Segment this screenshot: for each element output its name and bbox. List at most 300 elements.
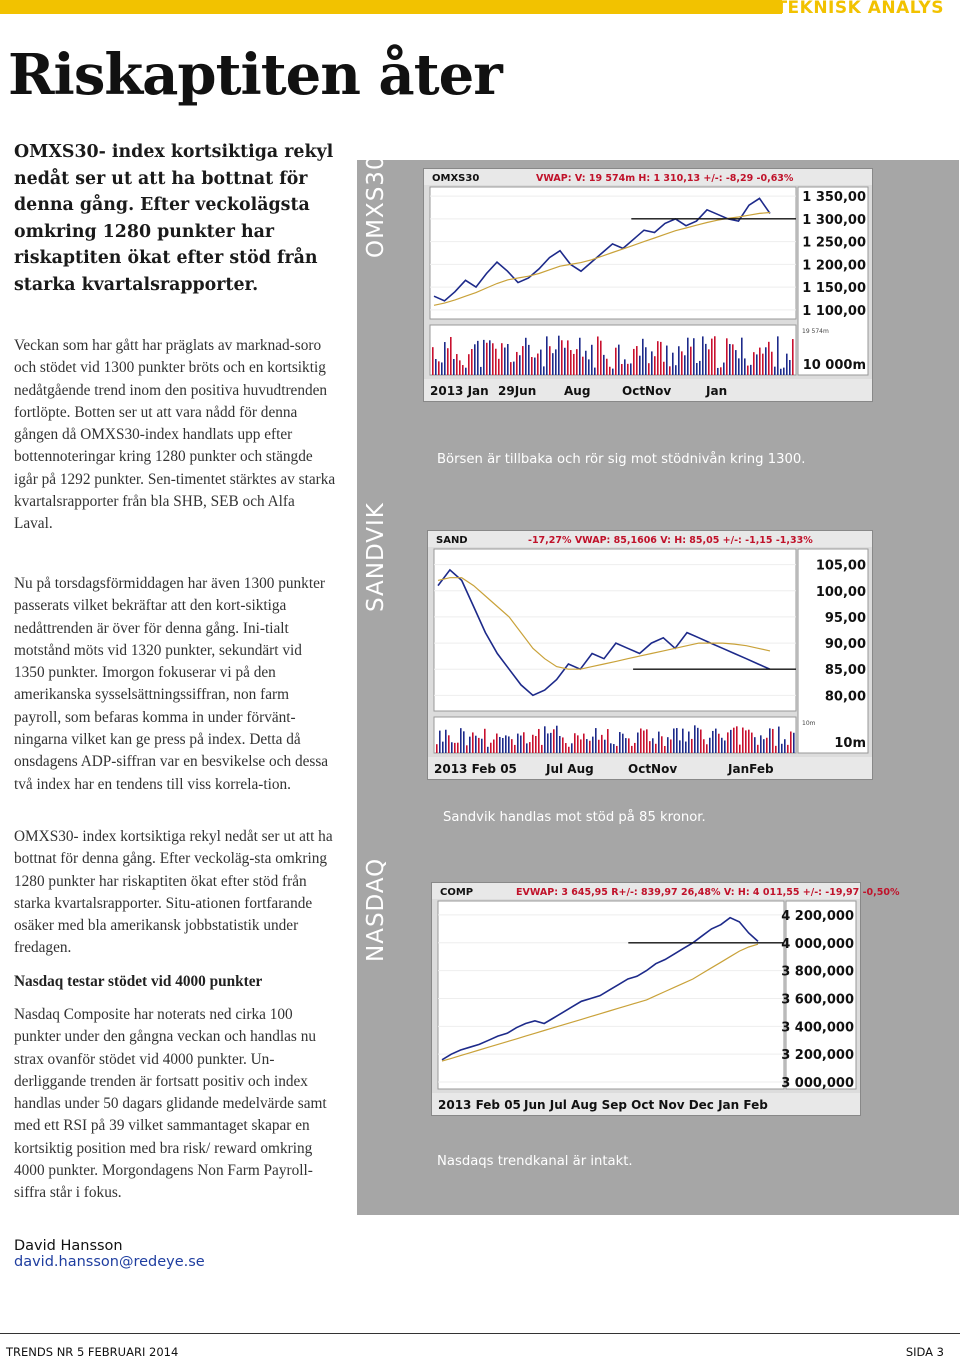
volume-bar xyxy=(445,730,447,753)
volume-bar xyxy=(703,739,705,753)
volume-bar xyxy=(580,739,582,753)
volume-bar xyxy=(756,354,758,375)
volume-bar xyxy=(480,367,482,375)
volume-bar xyxy=(738,358,740,375)
volume-bar xyxy=(528,345,530,375)
volume-bar xyxy=(763,739,765,753)
volume-bar xyxy=(498,359,500,375)
volume-bar xyxy=(607,729,609,753)
paragraph-2: Nu på torsdagsförmiddagen har även 1300 punkter passerats vilket bekräftar att den kort-siktiga nedåttrenden är över för denna gång. Ini-tialt motstånd möts vid 1320 punkter, sekundärt vid 1350 punkter. Imorgon fokuserar vi på den amerikanska sysselsättningssiffran, non farm payroll, som befaras komma in under förvänt-ningarna vilket kan ge press på index. Detta då onsdagens ADP-siffran var en besvikelse och dessa två index har en tendens till viss korrela-tion. xyxy=(14,575,329,793)
volume-bar xyxy=(559,736,561,753)
volume-bar xyxy=(658,732,660,753)
chart-svg-0 xyxy=(424,169,872,401)
y-tick-label: 3 200,000 xyxy=(781,1048,854,1064)
volume-bar xyxy=(585,351,587,375)
volume-bar xyxy=(705,344,707,375)
volume-bar xyxy=(553,729,555,753)
volume-bar xyxy=(639,356,641,375)
volume-bar xyxy=(484,729,486,753)
price-plot-area xyxy=(438,901,784,1089)
y-tick-label: 1 250,00 xyxy=(802,235,866,251)
volume-bar xyxy=(543,366,545,375)
chart-svg-2 xyxy=(432,883,900,1115)
volume-bar xyxy=(471,349,473,375)
volume-bar xyxy=(699,361,701,375)
volume-bar xyxy=(684,355,686,375)
volume-bar xyxy=(702,336,704,375)
volume-bar xyxy=(505,735,507,753)
top-bar xyxy=(0,0,960,20)
volume-bar xyxy=(601,735,603,753)
volume-bar xyxy=(592,737,594,753)
volume-bar xyxy=(685,742,687,753)
chart-symbol: OMXS30 xyxy=(432,173,480,184)
volume-bar xyxy=(678,346,680,375)
volume-bar xyxy=(706,744,708,753)
volume-bar xyxy=(567,340,569,375)
chart-header-stats: -17,27% VWAP: 85,1606 V: H: 85,05 +/-: -1,15 -1,33% xyxy=(528,535,813,546)
volume-bar xyxy=(589,741,591,753)
volume-bar xyxy=(547,733,549,753)
volume-bar xyxy=(708,349,710,375)
volume-bar xyxy=(519,355,521,375)
volume-bar xyxy=(456,354,458,375)
volume-bar xyxy=(595,728,597,753)
y-tick-label: 1 100,00 xyxy=(802,303,866,319)
volume-bar xyxy=(552,353,554,375)
volume-bar xyxy=(642,339,644,375)
volume-bar xyxy=(636,346,638,375)
volume-bar xyxy=(570,350,572,375)
volume-bar xyxy=(459,360,461,375)
volume-bar xyxy=(633,349,635,375)
volume-bar xyxy=(774,367,776,375)
volume-bar xyxy=(640,728,642,753)
article-title: Riskaptiten åter xyxy=(8,42,502,108)
volume-bar xyxy=(660,342,662,375)
volume-bar xyxy=(616,746,618,753)
volume-bar xyxy=(709,738,711,753)
volume-bar xyxy=(510,362,512,375)
volume-bar xyxy=(472,732,474,753)
chart-svg-1 xyxy=(428,531,872,779)
volume-bar xyxy=(753,352,755,375)
volume-bar xyxy=(727,732,729,753)
caption-nasdaq: Nasdaqs trendkanal är intakt. xyxy=(437,1154,633,1169)
volume-bar xyxy=(613,744,615,753)
price-plot-area xyxy=(434,549,796,711)
chart-symbol: SAND xyxy=(436,535,468,546)
volume-bar xyxy=(654,356,656,375)
x-tick-label: OctNov xyxy=(622,384,672,398)
volume-bar xyxy=(435,359,437,375)
volume-small-label: 19 574m xyxy=(802,328,829,335)
volume-bar xyxy=(451,742,453,753)
volume-bar xyxy=(759,348,761,375)
accent-stripe xyxy=(0,0,782,14)
volume-bar xyxy=(522,346,524,375)
volume-bar xyxy=(768,342,770,375)
volume-bar xyxy=(612,369,614,375)
volume-bar xyxy=(645,347,647,375)
volume-bar xyxy=(679,740,681,753)
volume-bar xyxy=(442,742,444,753)
volume-bar xyxy=(478,738,480,753)
volume-bar xyxy=(523,732,525,753)
price-plot-area xyxy=(430,187,796,319)
volume-bar xyxy=(696,363,698,375)
volume-bar xyxy=(610,743,612,753)
volume-bar xyxy=(741,338,743,375)
volume-bar xyxy=(619,732,621,753)
volume-bar xyxy=(681,351,683,375)
volume-bar xyxy=(621,364,623,375)
volume-bar xyxy=(676,728,678,753)
x-tick-label: 2013 Feb 05 xyxy=(434,762,517,776)
volume-bar xyxy=(541,745,543,753)
volume-bar xyxy=(751,733,753,753)
volume-bar xyxy=(487,747,489,753)
volume-bar xyxy=(531,357,533,375)
volume-bar xyxy=(630,363,632,375)
volume-bar xyxy=(546,336,548,375)
volume-bar xyxy=(436,744,438,753)
volume-bar xyxy=(693,338,695,375)
caption-omxs30: Börsen är tillbaka och rör sig mot stödnivån kring 1300. xyxy=(437,452,806,467)
volume-bar xyxy=(537,354,539,375)
volume-bar xyxy=(457,743,459,753)
chart-label-nasdaq: NASDAQ xyxy=(363,857,389,962)
volume-bar xyxy=(729,344,731,375)
paragraph-3: OMXS30- index kortsiktiga rekyl nedåt ser ut att ha bottnat för denna gång. Efter veckoläg-sta omkring 1280 punkter har riskaptiten ökat efter stöd från starka kvartalsrapporter. Situ-ationen fortfarande osäker med bla amerikansk jobbstatistik under fredagen. xyxy=(14,828,333,957)
volume-bar xyxy=(754,737,756,753)
volume-bar xyxy=(556,726,558,753)
volume-bar xyxy=(766,738,768,753)
volume-bar xyxy=(648,363,650,375)
volume-bar xyxy=(652,738,654,753)
volume-bar xyxy=(474,344,476,375)
volume-bar xyxy=(673,728,675,753)
volume-bar xyxy=(606,359,608,375)
volume-bar xyxy=(670,739,672,753)
volume-bar xyxy=(438,361,440,375)
y-tick-label: 4 000,000 xyxy=(781,936,854,952)
volume-bar xyxy=(604,740,606,753)
volume-bar xyxy=(516,352,518,375)
volume-bar xyxy=(711,339,713,375)
subheading: Nasdaq testar stödet vid 4000 punkter xyxy=(14,973,263,990)
volume-bar xyxy=(615,348,617,375)
volume-bar xyxy=(577,735,579,753)
volume-bar xyxy=(688,732,690,753)
chart-label-omxs30: OMXS30 xyxy=(363,154,389,258)
volume-bar xyxy=(469,737,471,753)
caption-sandvik: Sandvik handlas mot stöd på 85 kronor. xyxy=(443,810,706,825)
volume-bar xyxy=(618,345,620,375)
volume-bar xyxy=(646,729,648,753)
volume-bar xyxy=(501,343,503,375)
volume-bar xyxy=(447,348,449,375)
volume-bar xyxy=(772,729,774,753)
volume-bar xyxy=(439,731,441,753)
paragraph-4: Nasdaq Composite har noterats ned cirka 100 punkter under den gångna veckan och handlas nu strax ovanför stödet vid 4000 punkter. Un-derliggande trenden är fortsatt positiv och index handlas under 50 dagars glidande medelvärde samt med ett RSI på 39 vilket sammantaget skapar en kortsiktig position med bra risk/ reward omkring 4000 punkter. Morgondagens Non Farm Payroll-siffra står i fokus. xyxy=(14,1006,327,1202)
volume-bar xyxy=(747,366,749,375)
volume-bar xyxy=(775,746,777,753)
volume-bar xyxy=(576,349,578,375)
volume-bar xyxy=(496,734,498,753)
volume-bar xyxy=(628,738,630,753)
x-tick-label: Aug xyxy=(564,384,591,398)
chart-symbol: COMP xyxy=(440,887,474,898)
volume-bar xyxy=(513,362,515,375)
x-tick-label: 29Jun xyxy=(498,384,537,398)
volume-bar xyxy=(765,347,767,375)
volume-bar xyxy=(514,745,516,753)
y-tick-label: 80,00 xyxy=(824,689,866,705)
volume-bar xyxy=(550,733,552,753)
volume-bar xyxy=(468,354,470,375)
volume-bar xyxy=(525,338,527,375)
volume-bar xyxy=(571,743,573,753)
volume-bar xyxy=(477,341,479,375)
volume-bar xyxy=(643,731,645,753)
volume-bar xyxy=(466,745,468,753)
y-tick-label: 95,00 xyxy=(824,610,866,626)
volume-bar xyxy=(448,735,450,753)
volume-bar xyxy=(780,369,782,375)
volume-bar xyxy=(441,362,443,375)
author-email[interactable]: david.hansson@redeye.se xyxy=(14,1254,205,1270)
volume-bar xyxy=(778,727,780,753)
volume-bar xyxy=(502,738,504,753)
volume-bar xyxy=(666,346,668,375)
y-tick-label: 4 200,000 xyxy=(781,908,854,924)
volume-bar xyxy=(465,368,467,375)
volume-bar xyxy=(750,365,752,375)
footer-divider xyxy=(0,1333,960,1334)
volume-bar xyxy=(726,338,728,375)
volume-bar xyxy=(475,736,477,753)
volume-bar xyxy=(507,344,509,375)
article-lead: OMXS30- index kortsiktiga rekyl nedåt ser ut att ha bottnat för denna gång. Efter veckolägsta omkring 1280 punkter har riskaptiten ökat efter stöd från starka kvartalsrapporter. xyxy=(14,142,334,295)
y-tick-label: 3 800,000 xyxy=(781,964,854,980)
volume-bar xyxy=(718,734,720,753)
volume-bar xyxy=(691,739,693,753)
volume-bar xyxy=(700,730,702,753)
volume-bar xyxy=(715,729,717,753)
volume-bar xyxy=(732,344,734,375)
volume-bar xyxy=(538,729,540,753)
volume-bar xyxy=(463,731,465,753)
volume-bar xyxy=(481,739,483,753)
volume-bar xyxy=(454,743,456,753)
y-tick-label: 90,00 xyxy=(824,637,866,653)
author-name: David Hansson xyxy=(14,1238,123,1254)
volume-bar xyxy=(637,733,639,753)
x-tick-label: Jun Jul Aug Sep Oct Nov Dec Jan Feb xyxy=(524,1098,768,1112)
volume-bar xyxy=(762,354,764,375)
volume-bar xyxy=(724,740,726,753)
volume-bar xyxy=(450,337,452,375)
chart-label-sandvik: SANDVIK xyxy=(363,502,389,612)
volume-bar xyxy=(594,368,596,375)
footer-page-number: SIDA 3 xyxy=(905,1345,944,1359)
volume-bar xyxy=(535,736,537,753)
volume-bar xyxy=(486,343,488,375)
volume-bar xyxy=(591,345,593,375)
volume-bar xyxy=(682,729,684,753)
volume-bar xyxy=(790,731,792,753)
y-tick-label: 85,00 xyxy=(824,663,866,679)
charts-panel xyxy=(357,154,959,1215)
volume-bar xyxy=(723,363,725,375)
volume-bar xyxy=(562,737,564,753)
volume-bar xyxy=(540,350,542,375)
x-tick-label: Jan xyxy=(706,384,728,398)
volume-bar xyxy=(784,739,786,753)
y-tick-label: 3 600,000 xyxy=(781,992,854,1008)
volume-bar xyxy=(792,339,794,375)
x-tick-label: 2013 Jan xyxy=(430,384,489,398)
x-tick-label: 2013 Feb 05 xyxy=(438,1098,521,1112)
volume-bar xyxy=(588,359,590,375)
volume-bar xyxy=(603,355,605,375)
paragraph-1: Veckan som har gått har präglats av marknad-soro och stödet vid 1300 punkter bröts och en kortsiktig nedåtgående trend inom den positiva huvudtrenden fortlöpte. Botten ser ut att vara nådd för denna gången då OMXS30-index handlats upp efter bottennoteringar kring 1280 punkter och stängde igår på 1292 punkter. Sen-timentet stärktes av starka kvartalsrapporter från bla SHB, SEB och Alfa Laval. xyxy=(14,337,336,533)
volume-bar xyxy=(733,728,735,753)
volume-bar xyxy=(721,738,723,753)
chart-sandvik xyxy=(427,530,873,780)
volume-bar xyxy=(631,746,633,753)
volume-bar xyxy=(597,336,599,375)
volume-bar xyxy=(720,367,722,375)
volume-bar xyxy=(627,364,629,375)
y-tick-label: 3 400,000 xyxy=(781,1020,854,1036)
volume-bar xyxy=(669,366,671,375)
volume-small-label: 10m xyxy=(802,720,816,727)
volume-bar xyxy=(598,740,600,753)
volume-bar xyxy=(769,728,771,753)
y-tick-label: 1 150,00 xyxy=(802,281,866,297)
volume-bar xyxy=(697,728,699,753)
volume-bar xyxy=(565,743,567,753)
volume-bar xyxy=(622,734,624,753)
volume-bar xyxy=(432,347,434,375)
volume-bar xyxy=(544,726,546,753)
volume-bar xyxy=(499,737,501,753)
volume-bar xyxy=(655,744,657,753)
volume-bar xyxy=(786,354,788,375)
volume-bar xyxy=(600,341,602,375)
volume-bar xyxy=(661,736,663,753)
volume-bar xyxy=(564,348,566,375)
volume-bar xyxy=(526,743,528,753)
x-tick-label: OctNov xyxy=(628,762,678,776)
volume-bar xyxy=(744,358,746,375)
volume-bar xyxy=(511,739,513,753)
volume-bar xyxy=(490,743,492,753)
x-tick-label: JanFeb xyxy=(728,762,774,776)
volume-bar xyxy=(625,738,627,753)
volume-bar xyxy=(568,747,570,753)
volume-bar xyxy=(462,365,464,375)
volume-bar xyxy=(555,349,557,375)
volume-bar xyxy=(742,728,744,753)
volume-bar xyxy=(675,365,677,375)
volume-bar xyxy=(508,736,510,753)
volume-label: 10 000m xyxy=(802,358,866,373)
y-tick-label: 105,00 xyxy=(815,558,866,574)
volume-bar xyxy=(717,368,719,375)
volume-bar xyxy=(657,341,659,375)
chart-nasdaq xyxy=(431,882,900,1116)
volume-bar xyxy=(558,336,560,375)
volume-bar xyxy=(789,360,791,375)
volume-bar xyxy=(667,737,669,753)
volume-bar xyxy=(579,338,581,375)
volume-bar xyxy=(520,736,522,753)
volume-bar xyxy=(736,726,738,753)
chart-omxs30 xyxy=(423,168,873,402)
volume-bar xyxy=(561,340,563,375)
y-tick-label: 1 200,00 xyxy=(802,258,866,274)
volume-bar xyxy=(586,739,588,753)
volume-bar xyxy=(783,368,785,375)
volume-bar xyxy=(712,731,714,753)
volume-bar xyxy=(574,733,576,753)
chart-header-stats: EVWAP: 3 645,95 R+/-: 839,97 26,48% V: H: 4 011,55 +/-: -19,97 -0,50% xyxy=(516,887,900,898)
volume-bar xyxy=(748,730,750,753)
volume-bar xyxy=(672,353,674,375)
footer-publication: TRENDS NR 5 FEBRUARI 2014 xyxy=(6,1345,179,1359)
volume-bar xyxy=(573,354,575,375)
volume-bar xyxy=(634,743,636,753)
volume-bar xyxy=(714,336,716,375)
volume-bar xyxy=(745,730,747,753)
volume-bar xyxy=(624,359,626,375)
volume-bar xyxy=(760,735,762,753)
volume-bar xyxy=(483,340,485,375)
volume-bar xyxy=(777,336,779,375)
volume-bar xyxy=(757,745,759,753)
chart-header-stats: VWAP: V: 19 574m H: 1 310,13 +/-: -8,29 -0,63% xyxy=(536,173,794,184)
section-label: TEKNISK ANALYS xyxy=(775,0,944,18)
volume-bar xyxy=(489,340,491,375)
x-tick-label: Jul Aug xyxy=(546,762,594,776)
y-tick-label: 100,00 xyxy=(815,584,866,600)
y-tick-label: 3 000,000 xyxy=(781,1076,854,1092)
volume-bar xyxy=(492,343,494,375)
volume-bar xyxy=(694,725,696,753)
volume-bar xyxy=(532,735,534,753)
volume-bar xyxy=(609,367,611,375)
volume-bar xyxy=(460,728,462,753)
volume-bar xyxy=(664,746,666,753)
volume-bar xyxy=(582,357,584,375)
volume-bar xyxy=(739,745,741,753)
volume-bar xyxy=(583,734,585,753)
volume-bar xyxy=(504,348,506,375)
volume-bar xyxy=(781,744,783,753)
volume-bar xyxy=(493,739,495,753)
volume-bar xyxy=(730,730,732,753)
volume-bar xyxy=(534,358,536,375)
y-tick-label: 1 350,00 xyxy=(802,190,866,206)
volume-bar xyxy=(453,359,455,375)
volume-bar xyxy=(549,346,551,375)
volume-bar xyxy=(771,352,773,375)
volume-bar xyxy=(444,342,446,375)
volume-bar xyxy=(529,742,531,753)
